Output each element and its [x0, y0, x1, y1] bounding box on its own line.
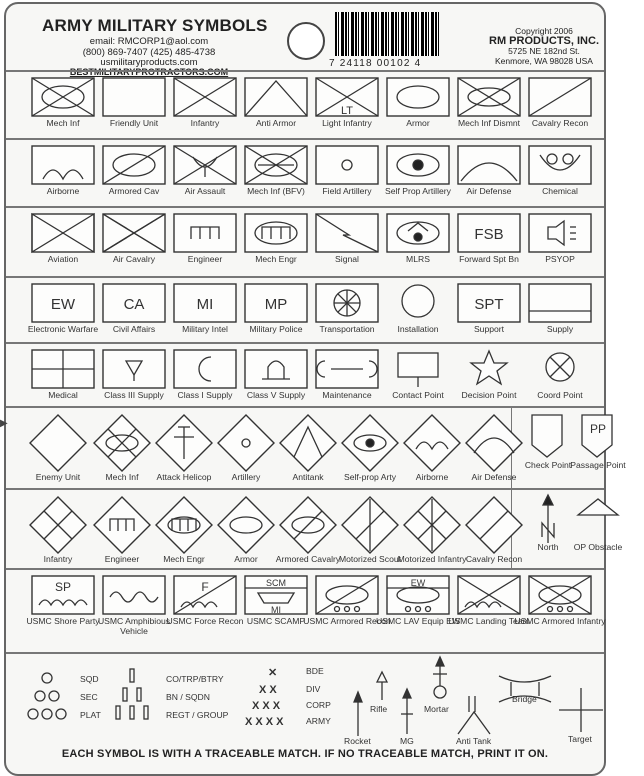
symbol-label: USMC SCAMP: [246, 616, 306, 626]
symbol-label: Air Assault: [184, 186, 226, 196]
weapon-rocket-label: Rocket: [344, 736, 371, 746]
symbol-row: [6, 568, 604, 654]
symbol-label: Support: [473, 324, 505, 334]
armor-symbol-icon: [386, 77, 450, 119]
mechdis-symbol-icon: [457, 77, 521, 119]
weapon-rifle-label: Rifle: [370, 704, 388, 714]
lanyard-hole: [287, 22, 325, 60]
symbol-label: Artillery: [231, 472, 261, 482]
company-info: [484, 26, 604, 66]
symbol-label: Mech Engr: [255, 254, 297, 264]
symbol-label: Class I Supply: [177, 390, 233, 400]
d-abn-symbol-icon: [400, 413, 464, 473]
symbol-label: Military Police: [249, 324, 303, 334]
mlrs-symbol-icon: [386, 213, 450, 255]
echelon-regt: REGT / GROUP: [166, 710, 229, 720]
contact-symbol-icon: [386, 349, 450, 391]
symbol-label: Attack Helicop: [156, 472, 212, 482]
echelon-div: DIV: [306, 684, 321, 694]
echelon-co: CO/TRP/BTRY: [166, 674, 224, 684]
symbol-label: Armor: [234, 554, 258, 564]
d-armor-symbol-icon: [214, 495, 278, 555]
symbol-label: Forward Spt Bn: [459, 254, 519, 264]
symbol-label: Friendly Unit: [109, 118, 159, 128]
usmc-sp-symbol-icon: [31, 575, 95, 617]
website-text: usmilitaryproducts.com: [100, 57, 198, 68]
symbol-label: USMC Force Recon: [166, 616, 244, 626]
d-engr-symbol-icon: [90, 495, 154, 555]
address-line-2: Kenmore, WA 98028 USA: [495, 56, 593, 66]
symbol-row: [6, 206, 604, 278]
website-link[interactable]: BESTMILITARYPROTRACTORS.COM: [69, 67, 229, 77]
symbol-label: Decision Point: [461, 390, 517, 400]
bfv-symbol-icon: [244, 145, 308, 187]
symbol-label: Mech Engr: [163, 554, 205, 564]
decision-symbol-icon: [457, 349, 521, 391]
ca-symbol-icon: [102, 283, 166, 325]
usmc-lt-symbol-icon: [457, 575, 521, 617]
symbol-label: Coord Point: [537, 390, 583, 400]
svg-text:F: F: [201, 580, 209, 594]
symbol-label: Check Point: [524, 460, 572, 470]
copyright-text: Copyright 2006: [515, 26, 573, 36]
svg-text:SP: SP: [54, 580, 72, 594]
symbol-label: Cavalry Recon: [465, 554, 523, 564]
symbol-label: Military Intel: [182, 324, 228, 334]
army-mark: X X X X: [245, 716, 284, 728]
address-line-1: 5725 NE 182nd St.: [508, 46, 580, 56]
symbol-label: North: [537, 542, 559, 552]
svg-text:MI: MI: [271, 605, 281, 615]
symbol-label: USMC Amphibious Vehicle: [97, 616, 171, 636]
symbol-label: Antitank: [292, 472, 324, 482]
spa-symbol-icon: [386, 145, 450, 187]
psyop-symbol-icon: [528, 213, 592, 255]
symbol-row: [6, 138, 604, 208]
class5-symbol-icon: [244, 349, 308, 391]
symbol-label: Chemical: [542, 186, 578, 196]
svg-text:MP: MP: [264, 296, 288, 313]
svg-text:EW: EW: [410, 578, 426, 588]
aircav-symbol-icon: [102, 213, 166, 255]
symbol-label: Motorized Scout: [338, 554, 402, 564]
email-text: email: RMCORP1@aol.com: [89, 36, 209, 47]
symbol-label: Engineer: [187, 254, 223, 264]
symbol-label: Anti Armor: [255, 118, 297, 128]
chem-symbol-icon: [528, 145, 592, 187]
echelon-bn: BN / SQDN: [166, 692, 210, 702]
blank-symbol-icon: [102, 77, 166, 119]
barcode-number: 7 24118 00102 4: [329, 58, 422, 69]
symbols-card: [4, 2, 626, 776]
symbol-label: Class V Supply: [246, 390, 306, 400]
symbol-label: Medical: [48, 390, 78, 400]
spt-symbol-icon: [457, 283, 521, 325]
aviation-symbol-icon: [31, 213, 95, 255]
symbol-label: Mech Inf: [105, 472, 139, 482]
medical-symbol-icon: [31, 349, 95, 391]
symbol-label: Infantry: [190, 118, 220, 128]
d-mecheng-symbol-icon: [152, 495, 216, 555]
barcode: [335, 12, 439, 56]
symbol-label: Engineer: [104, 554, 140, 564]
card-title: ARMY MILITARY SYMBOLS: [42, 16, 268, 35]
d-art-symbol-icon: [214, 413, 278, 473]
symbol-label: Air Defense: [471, 472, 517, 482]
symbol-label: OP Obstacle: [573, 542, 623, 552]
usmc-fr-symbol-icon: [173, 575, 237, 617]
symbol-label: Air Cavalry: [112, 254, 156, 264]
signal-symbol-icon: [315, 213, 379, 255]
svg-text:CA: CA: [123, 296, 145, 313]
d-at-symbol-icon: [276, 413, 340, 473]
pp-symbol-icon: [566, 413, 630, 455]
symbol-label: Enemy Unit: [35, 472, 81, 482]
symbol-label: Armor: [406, 118, 430, 128]
infantry-symbol-icon: [173, 77, 237, 119]
obstacle-symbol-icon: [566, 495, 630, 537]
symbol-label: Field Artillery: [322, 186, 372, 196]
fsb-symbol-icon: [457, 213, 521, 255]
class1-symbol-icon: [173, 349, 237, 391]
svg-text:EW: EW: [50, 296, 76, 313]
d-armcav-symbol-icon: [276, 495, 340, 555]
echelon-sqd: SQD: [80, 674, 99, 684]
symbol-label: Armored Cavalry: [275, 554, 341, 564]
symbol-label: MLRS: [406, 254, 430, 264]
symbol-row: [6, 406, 626, 490]
symbol-label: USMC Armored Infantry: [514, 616, 606, 626]
svg-text:SPT: SPT: [474, 296, 504, 313]
airassault-symbol-icon: [173, 145, 237, 187]
echelon-army: ARMY: [306, 716, 331, 726]
mp-symbol-icon: [244, 283, 308, 325]
company-name: RM PRODUCTS, INC.: [489, 35, 599, 47]
d-enemy-symbol-icon: [26, 413, 90, 473]
div-mark: X X: [259, 684, 277, 696]
airborne-symbol-icon: [31, 145, 95, 187]
symbol-row: [6, 488, 623, 570]
symbol-label: USMC Armored Recon: [303, 616, 391, 626]
echelon-corp: CORP: [306, 700, 331, 710]
svg-text:LT: LT: [340, 105, 354, 117]
class3-symbol-icon: [102, 349, 166, 391]
symbol-label: USMC LAV Equip EW: [376, 616, 460, 626]
svg-text:PP: PP: [589, 422, 607, 436]
d-spa-symbol-icon: [338, 413, 402, 473]
symbol-label: USMC Landing Team: [448, 616, 530, 626]
symbol-label: Supply: [546, 324, 574, 334]
symbol-label: Motorized Infantry: [397, 554, 467, 564]
weapon-bridge-label: Bridge: [512, 694, 537, 704]
symbol-label: Armored Cav: [108, 186, 160, 196]
symbol-row: [6, 342, 604, 408]
symbol-label: PSYOP: [545, 254, 575, 264]
weapon-mg-label: MG: [400, 736, 414, 746]
ew-symbol-icon: [31, 283, 95, 325]
symbol-label: Self-prop Arty: [343, 472, 397, 482]
phone-text: (800) 869-7407 (425) 485-4738: [82, 47, 216, 58]
installation-symbol-icon: [386, 283, 450, 325]
echelon-plat: PLAT: [80, 710, 101, 720]
symbol-row: [6, 70, 604, 140]
edge-arrow-icon: ▶: [0, 418, 8, 429]
d-helo-symbol-icon: [152, 413, 216, 473]
engr-symbol-icon: [173, 213, 237, 255]
symbol-row: [6, 276, 604, 344]
symbol-label: Aviation: [47, 254, 79, 264]
symbol-label: Passage Point: [570, 460, 626, 470]
symbol-label: Contact Point: [392, 390, 444, 400]
weapon-target-label: Target: [568, 734, 592, 744]
symbol-label: Airborne: [46, 186, 80, 196]
symbol-label: Class III Supply: [104, 390, 164, 400]
symbol-label: Airborne: [415, 472, 449, 482]
usmc-ar-symbol-icon: [315, 575, 379, 617]
symbol-label: Cavalry Recon: [531, 118, 589, 128]
cav-symbol-icon: [528, 77, 592, 119]
lightinf-symbol-icon: [315, 77, 379, 119]
footer-note: EACH SYMBOL IS WITH A TRACEABLE MATCH. IF NO TRACEABLE MATCH, PRINT IT ON.: [61, 748, 549, 760]
antiarmor-symbol-icon: [244, 77, 308, 119]
svg-text:SCM: SCM: [266, 578, 286, 588]
symbol-label: Civil Affairs: [112, 324, 156, 334]
symbol-label: Maintenance: [322, 390, 372, 400]
symbol-label: Mech Inf (BFV): [247, 186, 305, 196]
mechinf-symbol-icon: [31, 77, 95, 119]
d-mechinf-symbol-icon: [90, 413, 154, 473]
usmc-ai-symbol-icon: [528, 575, 592, 617]
mecheng-symbol-icon: [244, 213, 308, 255]
svg-text:FSB: FSB: [474, 226, 504, 243]
echelon-row: [6, 652, 604, 746]
transport-symbol-icon: [315, 283, 379, 325]
corp-mark: X X X: [252, 700, 281, 712]
svg-text:MI: MI: [196, 296, 214, 313]
symbol-label: Installation: [397, 324, 439, 334]
d-motscout-symbol-icon: [338, 495, 402, 555]
coord-symbol-icon: [528, 349, 592, 391]
symbol-label: Air Defense: [466, 186, 512, 196]
symbol-label: Transportation: [319, 324, 375, 334]
supply-symbol-icon: [528, 283, 592, 325]
symbol-label: Signal: [335, 254, 359, 264]
weapon-antitank-label: Anti Tank: [456, 736, 492, 746]
mi-symbol-icon: [173, 283, 237, 325]
symbol-label: Mech Inf Dismnt: [457, 118, 521, 128]
usmc-amphib-symbol-icon: [102, 575, 166, 617]
ad-symbol-icon: [457, 145, 521, 187]
maint-symbol-icon: [315, 349, 379, 391]
symbol-label: Light Infantry: [322, 118, 372, 128]
symbol-label: Self Prop Artillery: [385, 186, 451, 196]
fa-symbol-icon: [315, 145, 379, 187]
weapon-mortar-label: Mortar: [424, 704, 449, 714]
d-inf-symbol-icon: [26, 495, 90, 555]
d-motinf-symbol-icon: [400, 495, 464, 555]
symbol-label: USMC Shore Party: [26, 616, 100, 626]
symbol-label: Infantry: [43, 554, 73, 564]
symbol-label: Mech Inf: [46, 118, 80, 128]
usmc-scamp-symbol-icon: [244, 575, 308, 617]
echelon-sec: SEC: [80, 692, 98, 702]
armcav-symbol-icon: [102, 145, 166, 187]
echelon-bde: BDE: [306, 666, 324, 676]
bde-mark: ✕: [268, 667, 278, 679]
usmc-lav-symbol-icon: [386, 575, 450, 617]
symbol-label: Electronic Warfare: [27, 324, 99, 334]
